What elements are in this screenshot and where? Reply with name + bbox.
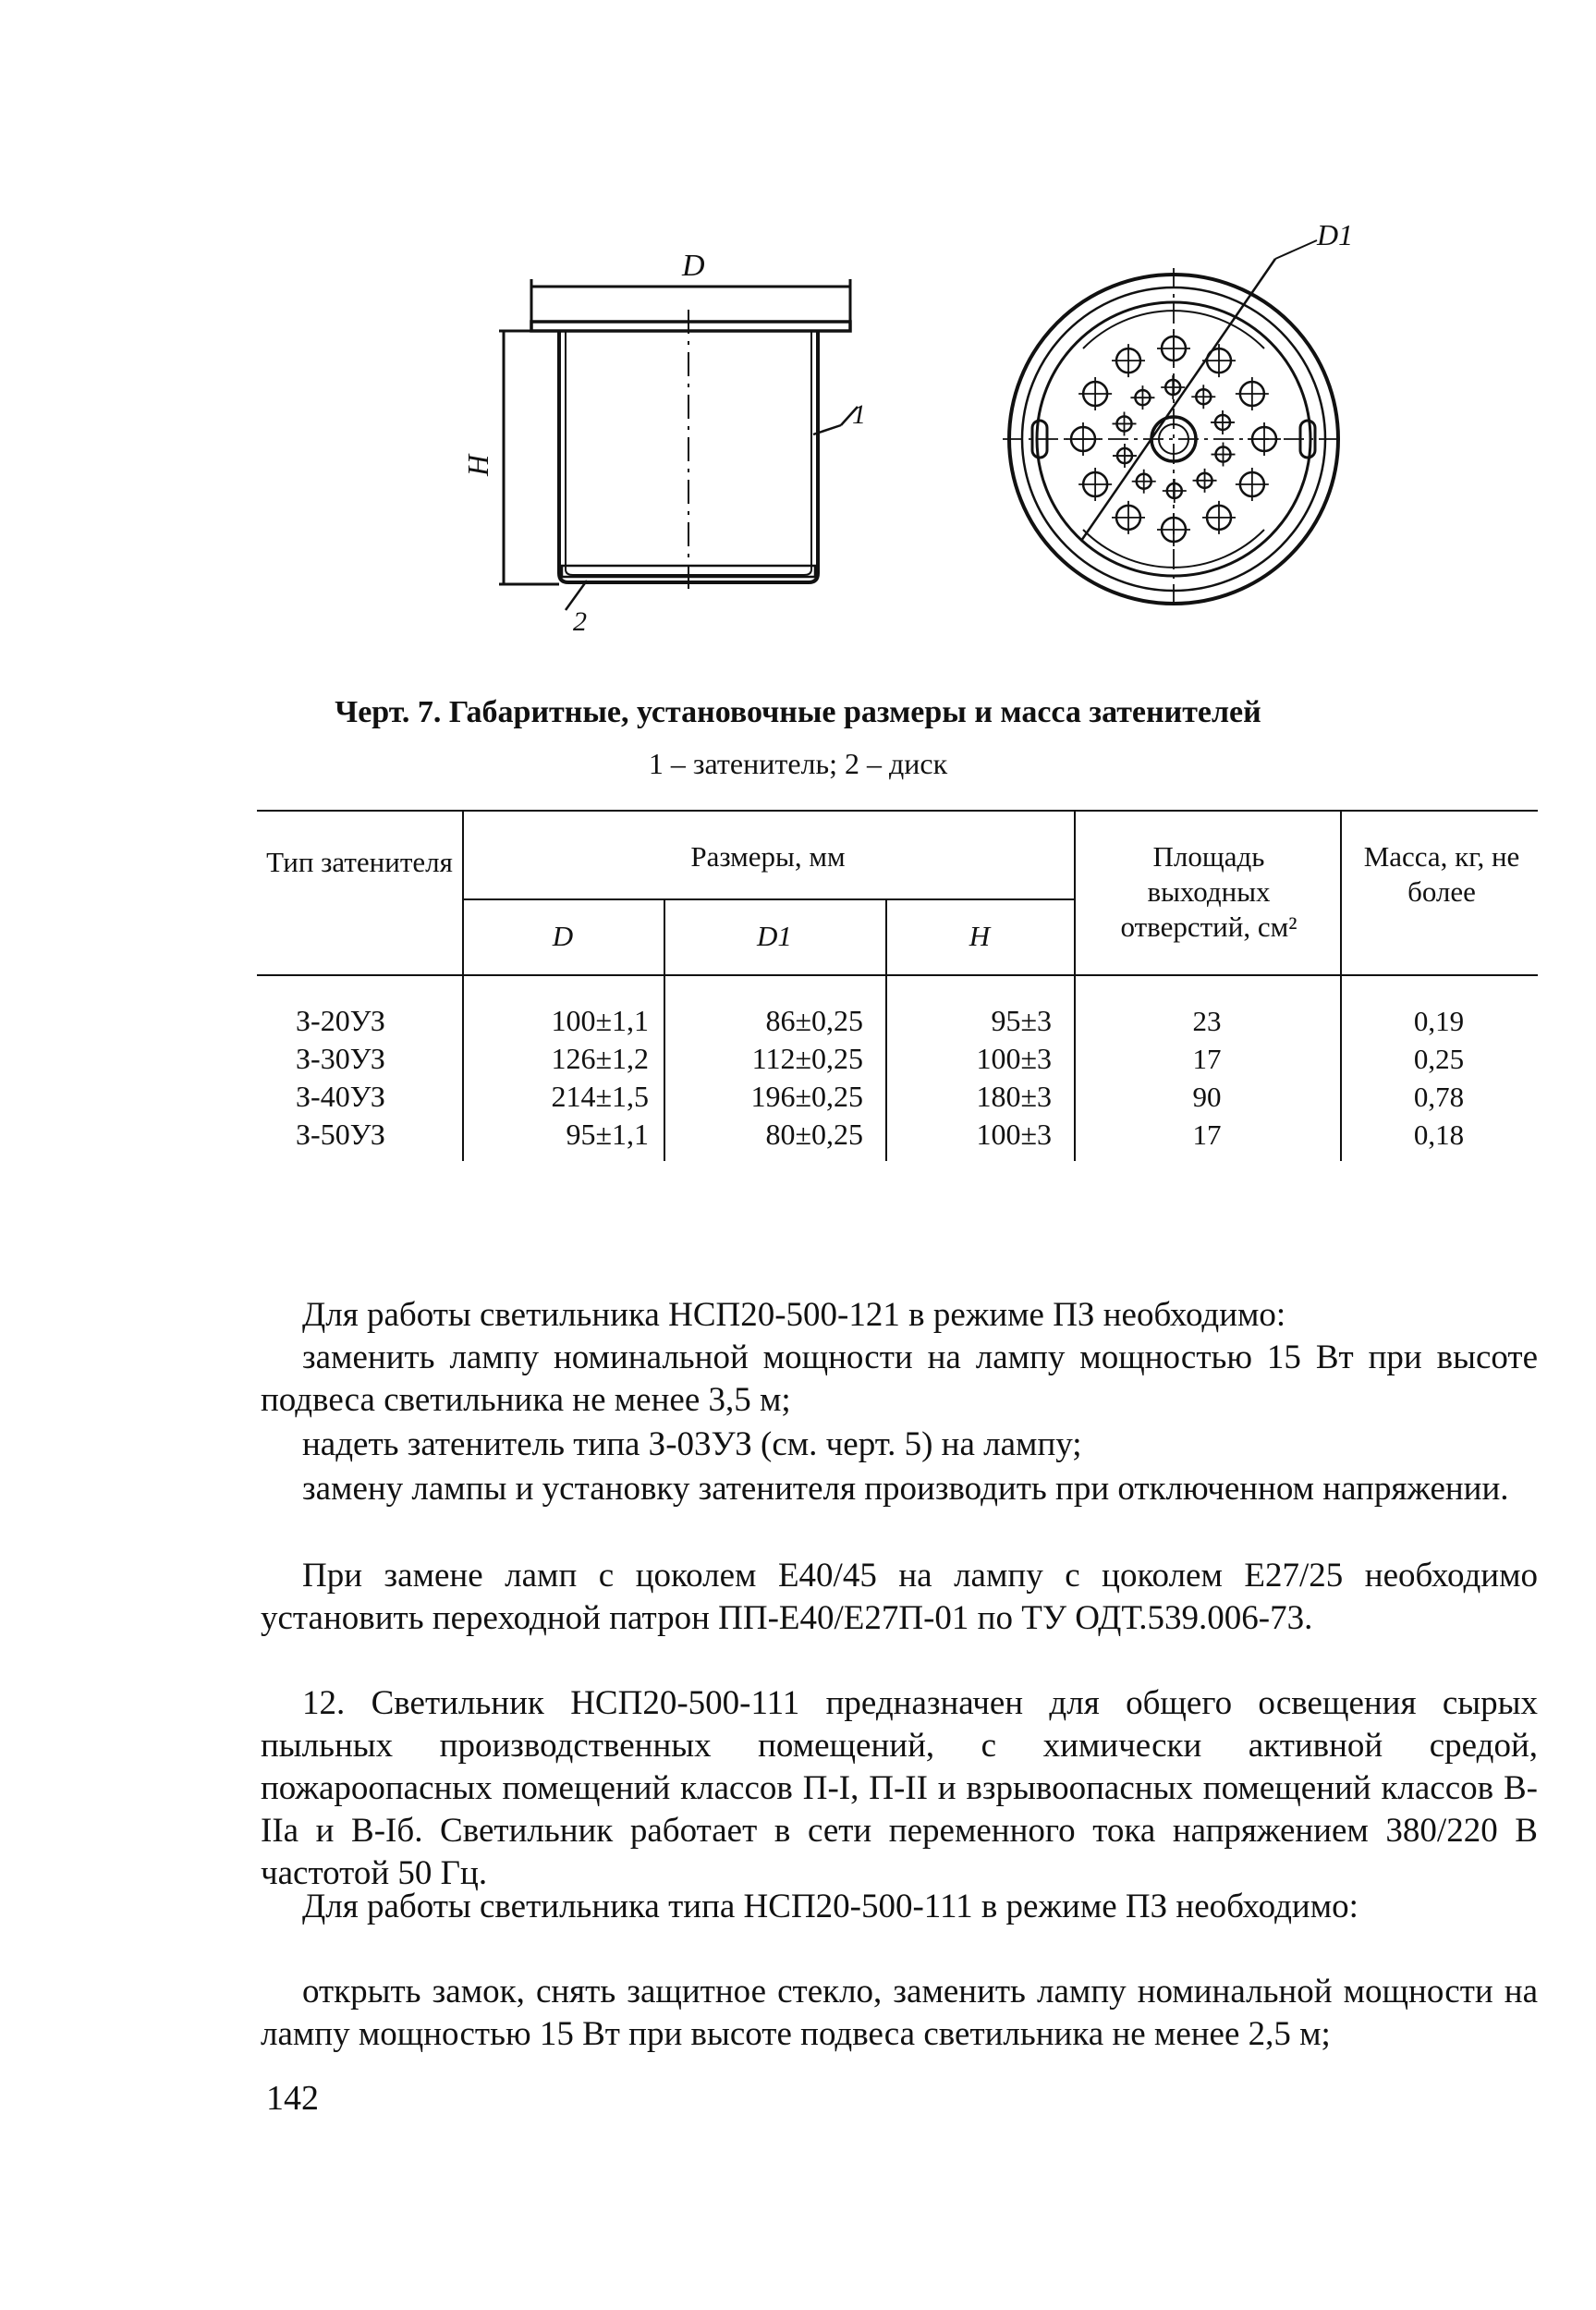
table-row-2-type: З-30УЗ [296, 1042, 385, 1075]
outlet-hole-cross [1157, 332, 1190, 365]
shade-section-drawing [444, 240, 906, 647]
figure-caption: Черт. 7. Габаритные, установочные размеры и масса затенителей [335, 695, 1261, 729]
outlet-hole-cross [1202, 344, 1236, 377]
paragraph-1: Для работы светильника НСП20-500-121 в режиме ПЗ необходимо: [302, 1296, 1286, 1334]
table-row-4-area: 17 [1192, 1118, 1222, 1151]
header-d: D [552, 920, 574, 952]
table-row-3-area: 90 [1192, 1081, 1222, 1113]
callout-1: 1 [852, 399, 866, 430]
outlet-hole-cross [1163, 479, 1187, 503]
callout-2: 2 [573, 606, 587, 637]
outlet-hole-cross [1157, 513, 1190, 546]
header-h: H [969, 920, 991, 952]
paragraph-7: Для работы светильника типа НСП20-500-111 в режиме ПЗ необходимо: [302, 1888, 1358, 1925]
page-number: 142 [266, 2079, 319, 2118]
header-area: Площадь выходных отверстий, см² [1120, 840, 1298, 943]
header-sizes: Размеры, мм [690, 840, 846, 873]
shades-table [257, 810, 1538, 1170]
table-row-2-h: 100±3 [976, 1042, 1052, 1075]
header-mass: Масса, кг, не более [1363, 840, 1520, 908]
table-row-1-d: 100±1,1 [551, 1004, 649, 1037]
table-row-3-d: 214±1,5 [551, 1080, 649, 1113]
paragraph-6: 12. Светильник НСП20-500-111 предназначен для общего освещения сырых пыльных производственных помещений, с химически активной средой, пожароопасных помещений классов П-I, П-II и взрывоопасных помещений классов В-IIа и В-Iб. Светильник работает в сети переменного тока напряжением 380/220 В частотой 50 Гц. [261, 1684, 1538, 1892]
figure-legend: 1 – затенитель; 2 – диск [648, 747, 948, 780]
table-row-1-h: 95±3 [991, 1004, 1052, 1037]
paragraph-3: надеть затенитель типа З-03УЗ (см. черт. 5) на лампу; [302, 1425, 1082, 1463]
outlet-hole-cross [1078, 377, 1112, 410]
outlet-hole-cross [1066, 422, 1100, 456]
outlet-hole-cross [1236, 468, 1269, 501]
outlet-hole-cross [1132, 470, 1156, 494]
table-row-1-area: 23 [1192, 1005, 1222, 1037]
paragraph-5: При замене ламп с цоколем Е40/45 на лампу с цоколем Е27/25 необходимо установить переходной патрон ПП-Е40/Е27П-01 по ТУ ОДТ.539.006-73. [261, 1557, 1538, 1637]
header-d1: D1 [757, 920, 792, 952]
table-row-1-type: З-20УЗ [296, 1004, 385, 1037]
table-row-3-mass: 0,78 [1413, 1081, 1465, 1113]
table-row-3-d1: 196±0,25 [750, 1080, 863, 1113]
table-row-4-d1: 80±0,25 [765, 1118, 863, 1151]
table-row-4-mass: 0,18 [1413, 1118, 1465, 1151]
table-row-1-mass: 0,19 [1413, 1005, 1465, 1037]
dim-d-label: D [682, 249, 705, 283]
outlet-hole-cross [1211, 410, 1235, 434]
shade-disk-plan-drawing [998, 218, 1432, 633]
paragraph-4: замену лампы и установку затенителя производить при отключенном напряжении. [302, 1470, 1509, 1508]
outlet-hole-cross [1112, 501, 1145, 534]
outlet-hole-cross [1236, 377, 1269, 410]
shade-flange [531, 322, 850, 331]
table-row-4-h: 100±3 [976, 1118, 1052, 1151]
paragraph-8: открыть замок, снять защитное стекло, заменить лампу номинальной мощности на лампу мощностью 15 Вт при высоте подвеса светильника не менее 2,5 м; [261, 1973, 1538, 2053]
table-row-2-d1: 112±0,25 [751, 1042, 863, 1075]
dim-d1-label: D1 [1317, 218, 1354, 251]
outlet-hole-cross [1202, 501, 1236, 534]
table-row-3-h: 180±3 [976, 1080, 1052, 1113]
table-row-2-area: 17 [1192, 1043, 1222, 1075]
outlet-hole-cross [1112, 344, 1145, 377]
outlet-hole-cross [1078, 468, 1112, 501]
table-row-2-d: 126±1,2 [551, 1042, 649, 1075]
table-row-1-d1: 86±0,25 [765, 1004, 863, 1037]
table-row-3-type: З-40УЗ [296, 1080, 385, 1113]
outlet-hole-cross [1191, 385, 1215, 409]
paragraph-2: заменить лампу номинальной мощности на лампу мощностью 15 Вт при высоте подвеса светильника не менее 3,5 м; [261, 1338, 1538, 1419]
outlet-hole-cross [1211, 443, 1235, 467]
header-type: Тип затенителя [266, 846, 453, 878]
dim-h-label: H [461, 454, 494, 476]
outlet-hole-cross [1113, 411, 1137, 435]
table-row-4-type: З-50УЗ [296, 1118, 385, 1151]
table-row-2-mass: 0,25 [1413, 1043, 1465, 1075]
outlet-hole-cross [1193, 469, 1217, 493]
outlet-hole-cross [1248, 422, 1281, 456]
table-row-4-d: 95±1,1 [566, 1118, 649, 1151]
outlet-hole-cross [1130, 385, 1154, 409]
